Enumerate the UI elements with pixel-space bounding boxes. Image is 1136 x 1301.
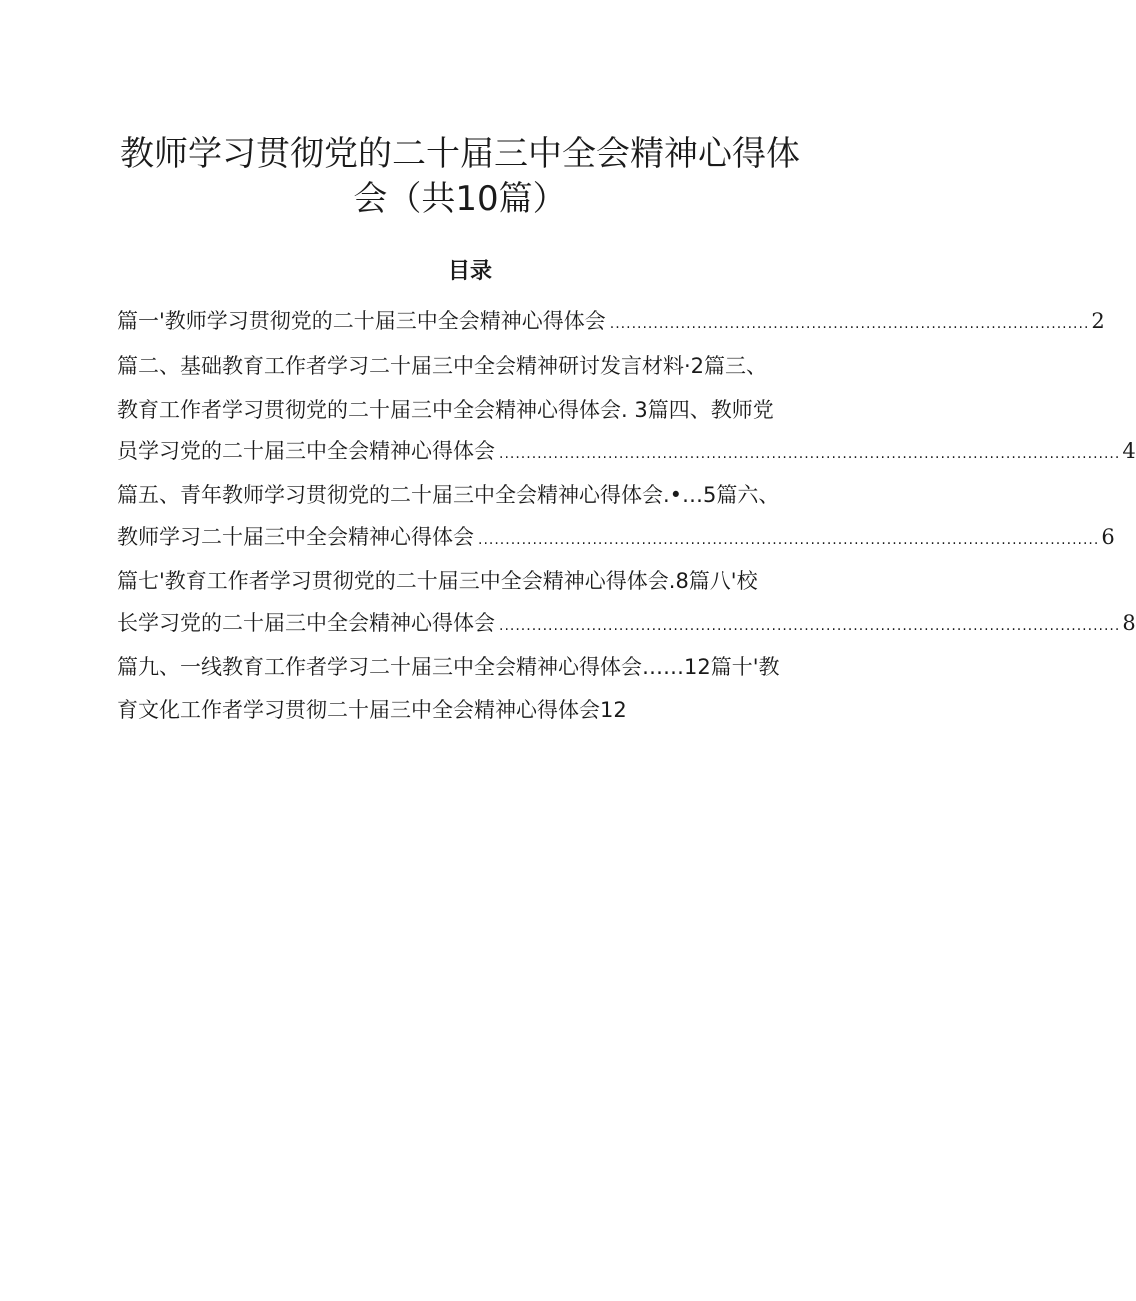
toc-dot-leader: .................................................................................................................. xyxy=(499,446,1121,462)
toc-entry-8[interactable] xyxy=(117,609,1136,640)
toc-entry-1[interactable] xyxy=(117,307,1105,338)
toc-entry-4[interactable] xyxy=(117,437,1136,468)
toc-entry-text: 篇二、基础教育工作者学习二十届三中全会精神研讨发言材料·2篇三、 xyxy=(117,354,768,378)
toc-entry-text: 育文化工作者学习贯彻二十届三中全会精神心得体会12 xyxy=(117,698,627,722)
toc-entry-5[interactable] xyxy=(117,481,832,509)
toc-page-number: 2 xyxy=(1091,309,1105,333)
toc-entry-text: 篇一'教师学习贯彻党的二十届三中全会精神心得体会 xyxy=(117,309,606,333)
toc-entry-9[interactable] xyxy=(117,653,832,681)
toc-entry-3[interactable] xyxy=(117,396,832,424)
document-title-line2: 会（共10篇） xyxy=(353,179,567,219)
toc-entry-6[interactable] xyxy=(117,523,1115,554)
toc-entry-text: 篇七'教育工作者学习贯彻党的二十届三中全会精神心得体会.8篇八'校 xyxy=(117,569,758,593)
toc-dot-leader: ........................................................................................ xyxy=(609,316,1090,332)
document-title-line1: 教师学习贯彻党的二十届三中全会精神心得体 xyxy=(120,134,800,174)
toc-dot-leader: .................................................................................................................. xyxy=(499,618,1121,634)
toc-entry-text: 员学习党的二十届三中全会精神心得体会 xyxy=(117,439,495,463)
toc-heading: 目录 xyxy=(447,259,492,284)
toc-entry-2[interactable] xyxy=(117,352,832,380)
toc-page-number: 6 xyxy=(1101,525,1115,549)
toc-entry-text: 长学习党的二十届三中全会精神心得体会 xyxy=(117,611,495,635)
toc-entry-text: 篇五、青年教师学习贯彻党的二十届三中全会精神心得体会.•…5篇六、 xyxy=(117,483,780,507)
toc-page-number: 4 xyxy=(1122,439,1136,463)
toc-entry-10[interactable] xyxy=(117,696,832,724)
toc-dot-leader: .................................................................................................................. xyxy=(478,532,1100,548)
toc-entry-text: 教师学习二十届三中全会精神心得体会 xyxy=(117,525,474,549)
toc-entry-7[interactable] xyxy=(117,567,832,595)
toc-entry-text: 篇九、一线教育工作者学习二十届三中全会精神心得体会……12篇十'教 xyxy=(117,655,780,679)
toc-entry-text: 教育工作者学习贯彻党的二十届三中全会精神心得体会. 3篇四、教师党 xyxy=(117,398,774,422)
toc-page-number: 8 xyxy=(1122,611,1136,635)
